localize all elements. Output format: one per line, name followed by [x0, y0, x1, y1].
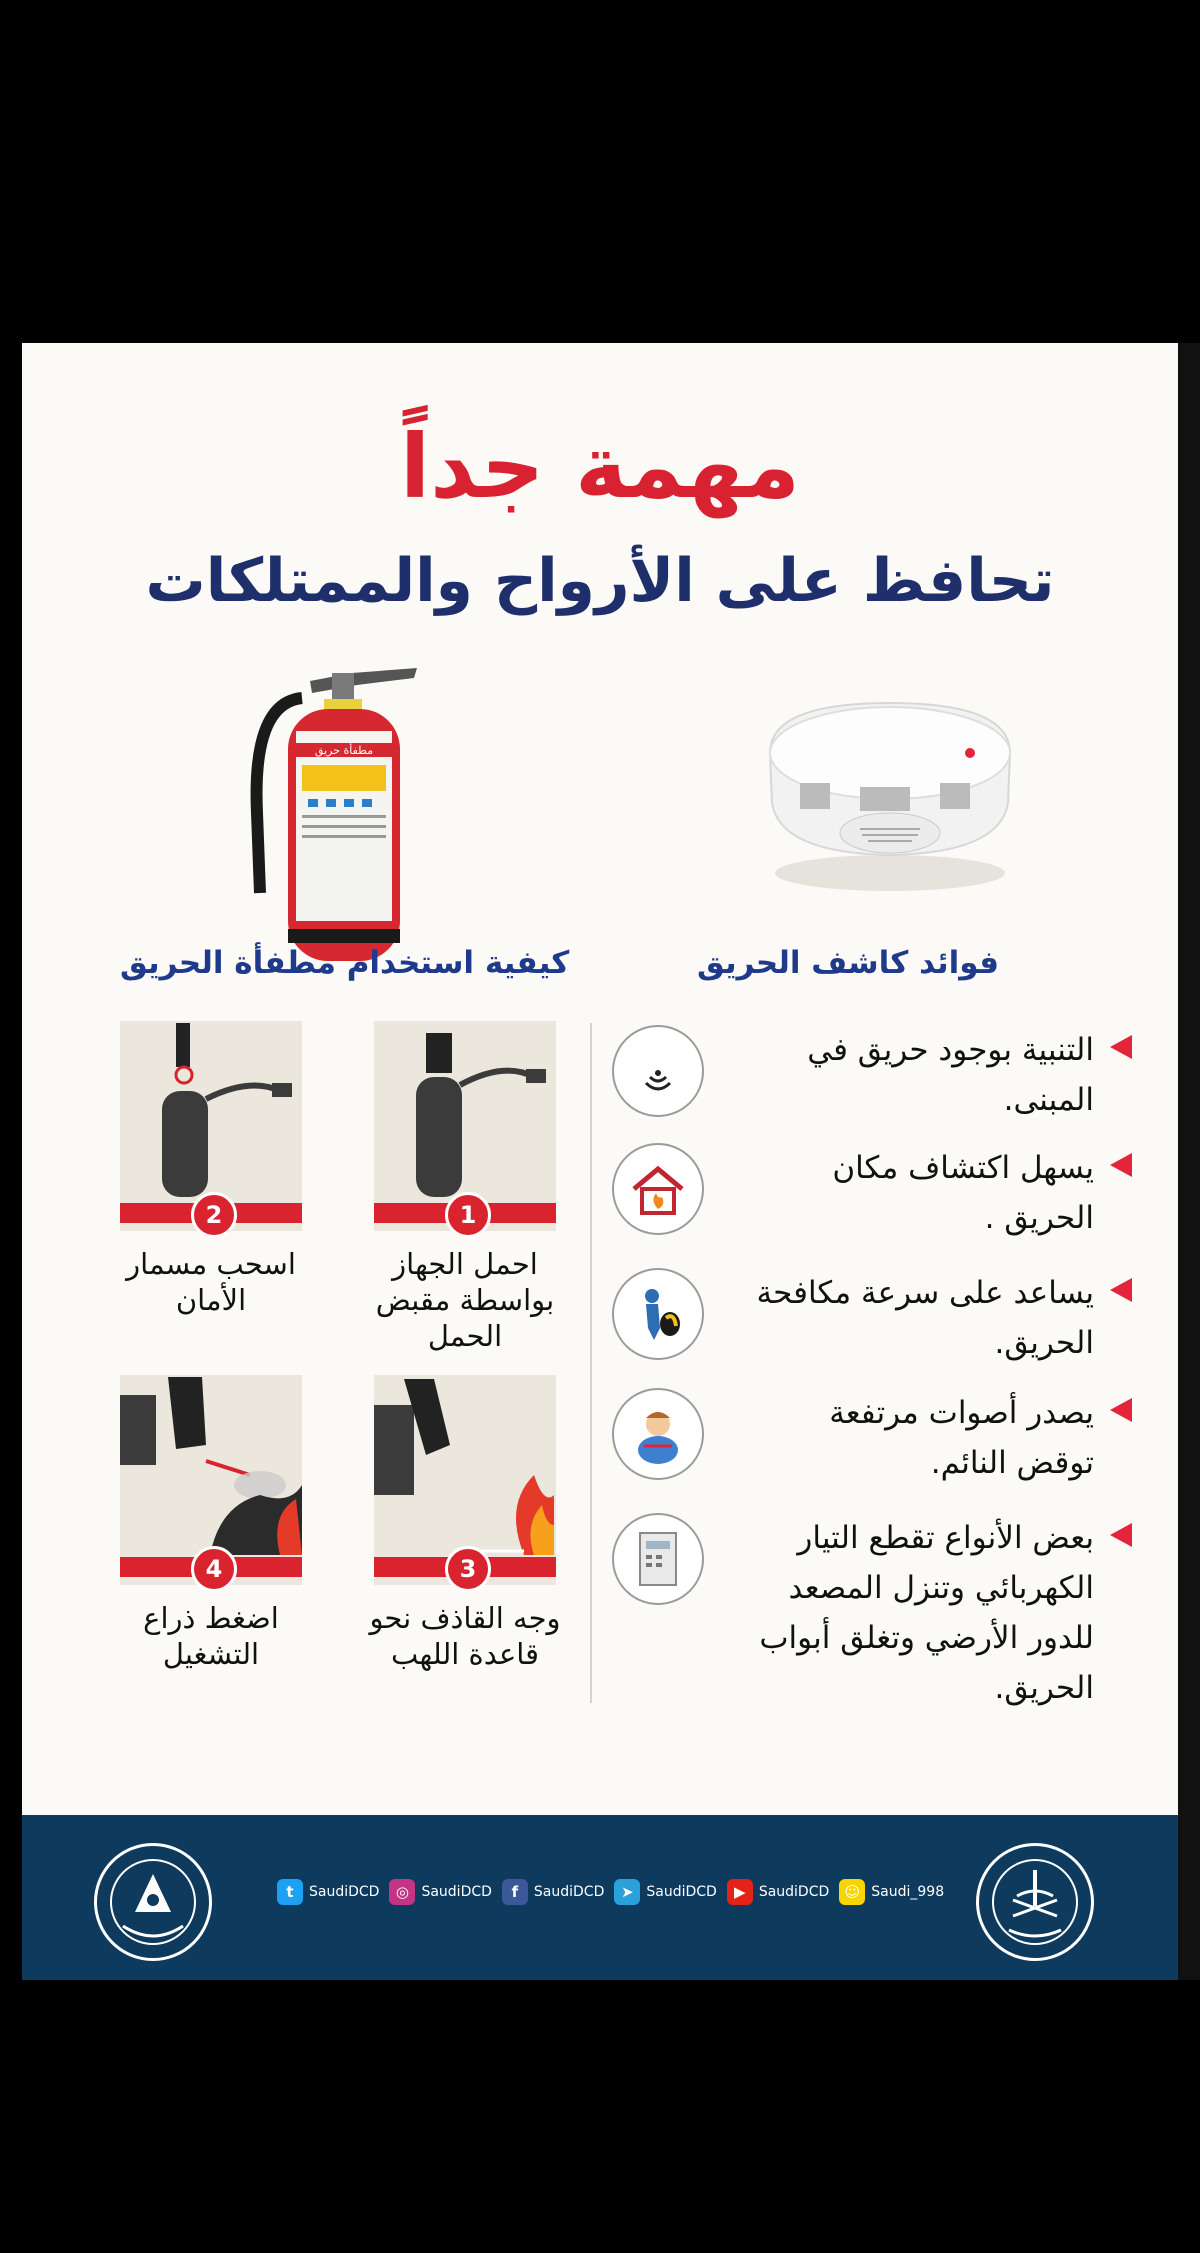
smoke-detector-icon	[612, 1025, 704, 1117]
detector-benefits-heading: فوائد كاشف الحريق	[697, 945, 1000, 981]
step-label: وجه القاذف نحو قاعدة اللهب	[369, 1601, 561, 1671]
social-link[interactable]	[727, 1879, 829, 1905]
step-number-badge: 3	[445, 1546, 491, 1592]
page-title: مهمة جداً	[400, 415, 800, 518]
bullet-arrow-icon	[1110, 1035, 1132, 1059]
benefit-item	[612, 1143, 1132, 1243]
column-divider	[590, 1023, 592, 1703]
bullet-arrow-icon	[1110, 1523, 1132, 1547]
firefighter-icon	[612, 1268, 704, 1360]
step-number-badge: 2	[191, 1192, 237, 1238]
benefit-text: يسهل اكتشاف مكان الحريق .	[832, 1150, 1094, 1236]
step-number-badge: 1	[445, 1192, 491, 1238]
step-label: احمل الجهاز بواسطة مقبض الحمل	[375, 1247, 555, 1353]
ministry-emblem	[976, 1843, 1094, 1961]
social-link[interactable]	[502, 1879, 604, 1905]
extinguisher-usage-heading: كيفية استخدام مطفأة الحريق	[120, 945, 570, 981]
snapchat-icon: ☺	[839, 1879, 865, 1905]
social-link[interactable]	[839, 1879, 944, 1905]
social-link[interactable]	[389, 1879, 491, 1905]
benefit-item	[612, 1268, 1132, 1368]
social-handle: SaudiDCD	[309, 1884, 380, 1900]
civil-defense-logo	[94, 1843, 212, 1961]
benefit-text: التنبية بوجود حريق في المبنى.	[807, 1032, 1094, 1118]
poster	[22, 343, 1178, 1980]
screen-edge	[1178, 343, 1200, 1980]
step-label: اضغط ذراع التشغيل	[143, 1601, 279, 1671]
fire-extinguisher-illustration	[232, 633, 462, 973]
twitter-icon: t	[277, 1879, 303, 1905]
social-handle: SaudiDCD	[758, 1884, 830, 1900]
footer	[22, 1815, 1178, 1980]
bullet-arrow-icon	[1110, 1153, 1132, 1177]
control-panel-icon	[612, 1513, 704, 1605]
social-handle: SaudiDCD	[533, 1884, 605, 1900]
social-handle: SaudiDCD	[421, 1884, 492, 1900]
benefit-item	[612, 1513, 1132, 1713]
telegram-icon: ➤	[614, 1879, 640, 1905]
house-fire-icon	[612, 1143, 704, 1235]
smoke-detector-illustration	[750, 683, 1030, 903]
page-subtitle: تحافظ على الأرواح والممتلكات	[145, 546, 1055, 616]
benefit-item	[612, 1025, 1132, 1125]
facebook-icon: f	[502, 1879, 528, 1905]
bullet-arrow-icon	[1110, 1398, 1132, 1422]
social-link[interactable]	[614, 1879, 716, 1905]
bullet-arrow-icon	[1110, 1278, 1132, 1302]
social-link[interactable]	[277, 1879, 379, 1905]
extinguisher-tag: مطفأة حريق	[314, 744, 374, 757]
youtube-icon: ▶	[727, 1879, 753, 1905]
step-label: اسحب مسمار الأمان	[126, 1247, 296, 1317]
sleeping-child-icon	[612, 1388, 704, 1480]
benefit-text: يصدر أصوات مرتفعة توقض النائم.	[829, 1395, 1094, 1481]
social-handle: SaudiDCD	[646, 1884, 717, 1900]
benefit-text: بعض الأنواع تقطع التيار الكهربائي وتنزل المصعد للدور الأرضي وتغلق أبواب الحريق.	[759, 1520, 1094, 1706]
step-number-badge: 4	[191, 1546, 237, 1592]
benefit-item	[612, 1388, 1132, 1488]
social-handle: Saudi_998	[871, 1884, 945, 1900]
instagram-icon: ◎	[389, 1879, 415, 1905]
benefit-text: يساعد على سرعة مكافحة الحريق.	[756, 1275, 1094, 1361]
social-links	[277, 1879, 967, 1905]
